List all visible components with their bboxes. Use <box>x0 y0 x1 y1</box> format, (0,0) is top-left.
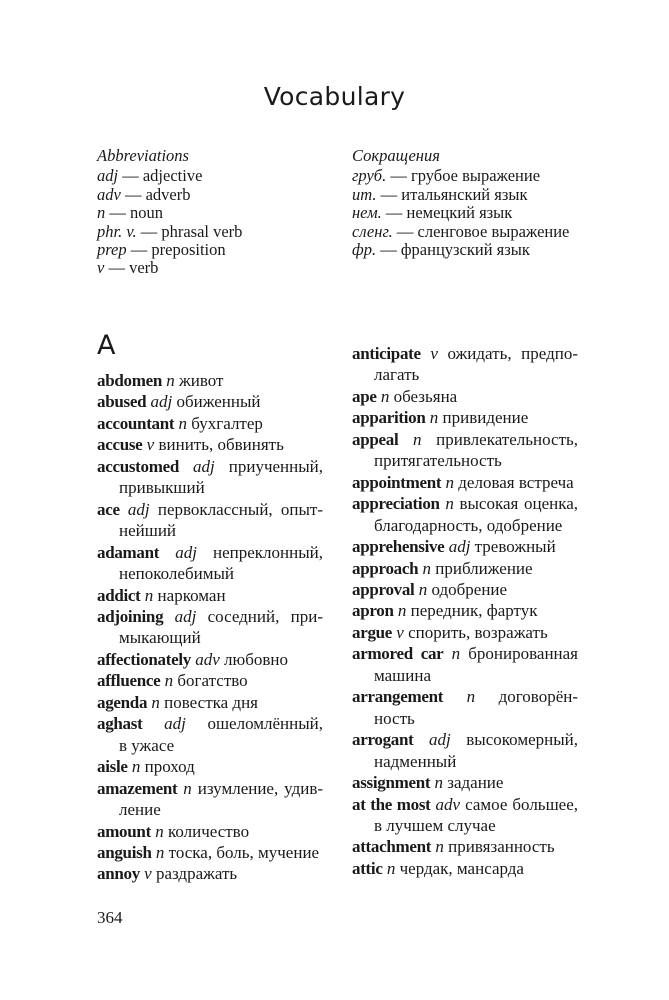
vocabulary-entry <box>352 686 578 729</box>
entry-definition-continued: ление <box>119 800 161 820</box>
vocabulary-entry <box>352 622 578 643</box>
entry-definition: привязанность <box>448 837 555 857</box>
abbreviation-code: phr. v. <box>97 221 137 241</box>
entry-first-line <box>352 794 578 815</box>
vocabulary-entry <box>352 407 578 428</box>
entry-headword: approval <box>352 579 415 599</box>
entry-definition: чердак, мансарда <box>399 858 524 878</box>
entry-headword: anguish <box>97 842 152 862</box>
entry-definition: винить, обвинять <box>158 435 284 455</box>
abbreviation-item <box>352 223 569 241</box>
vocabulary-entry <box>97 692 323 713</box>
entry-first-line <box>97 542 323 563</box>
entry-first-line <box>352 643 578 664</box>
vocabulary-entry <box>352 643 578 686</box>
entry-first-line <box>352 386 578 407</box>
vocabulary-entry <box>97 499 323 542</box>
entry-first-line <box>352 622 578 643</box>
abbreviation-code: груб. <box>352 166 387 186</box>
entry-definition: передник, фартук <box>410 601 538 621</box>
entry-definition: тоска, боль, мучение <box>168 842 320 862</box>
entry-definition: деловая встреча <box>458 472 574 492</box>
abbreviation-item <box>97 223 242 241</box>
entry-definition: повестка дня <box>164 692 258 712</box>
vocabulary-entry <box>97 391 323 412</box>
entry-part-of-speech: n <box>131 757 141 777</box>
entry-first-line <box>97 821 323 842</box>
entry-headword: accustomed <box>97 456 179 476</box>
entry-headword: ape <box>352 386 377 406</box>
entry-definition: высокомерный, <box>466 730 579 750</box>
entry-first-line <box>97 434 323 455</box>
entry-definition: обезьяна <box>393 386 458 406</box>
entry-first-line <box>97 692 323 713</box>
entry-first-line <box>352 836 578 857</box>
vocabulary-entry <box>97 756 323 777</box>
abbreviation-meaning: — adverb <box>124 184 191 204</box>
entry-part-of-speech: adj <box>175 542 197 562</box>
entry-headword: aisle <box>97 757 128 777</box>
entry-headword: accountant <box>97 413 175 433</box>
abbreviation-meaning: — французский язык <box>380 240 530 260</box>
entry-first-line <box>352 600 578 621</box>
entry-definition: приближение <box>435 558 533 578</box>
entry-headword: argue <box>352 622 393 642</box>
entry-definition-continued: притягательность <box>374 451 502 471</box>
entry-part-of-speech: n <box>166 371 175 390</box>
entry-headword: arrangement <box>352 687 444 707</box>
vocabulary-entry <box>352 386 578 407</box>
abbreviation-meaning: — preposition <box>130 240 226 260</box>
entry-part-of-speech: n <box>445 494 454 514</box>
vocabulary-entry <box>97 821 323 842</box>
entry-definition-continued: нейший <box>119 521 177 541</box>
abbreviation-meaning: — adjective <box>122 166 203 186</box>
entry-definition: изумление, удив- <box>197 778 324 798</box>
entry-definition: привидение <box>442 408 529 428</box>
entry-headword: appreciation <box>352 494 440 514</box>
entry-definition: соседний, при- <box>207 606 323 626</box>
entry-first-line <box>352 858 578 879</box>
entry-headword: attic <box>352 858 383 878</box>
vocabulary-entry <box>97 606 323 649</box>
abbreviation-meaning: — phrasal verb <box>140 221 243 241</box>
entry-definition: ожидать, предпо- <box>447 344 578 363</box>
entry-part-of-speech: n <box>144 585 154 605</box>
vocabulary-entry <box>97 842 323 863</box>
entry-first-line <box>97 606 323 627</box>
entry-definition: договорён- <box>498 687 579 707</box>
entry-first-line <box>97 499 323 520</box>
abbreviation-code: v <box>97 258 105 278</box>
abbreviation-meaning: — noun <box>109 203 163 223</box>
abbreviation-code: adv <box>97 184 121 204</box>
abbreviation-item <box>97 259 242 277</box>
vocabulary-entry <box>352 729 578 772</box>
section-letter: A <box>97 330 116 361</box>
abbreviations-heading: Abbreviations <box>97 146 189 165</box>
vocabulary-entry <box>352 836 578 857</box>
abbreviation-meaning: — сленговое выражение <box>396 221 570 241</box>
entry-first-line <box>97 713 323 734</box>
entry-first-line <box>352 343 578 364</box>
entry-part-of-speech: n <box>435 837 444 857</box>
abbreviation-item <box>352 167 569 185</box>
entry-part-of-speech: n <box>429 408 439 428</box>
vocabulary-column-right <box>352 343 578 879</box>
entry-definition-continued: надменный <box>374 751 457 771</box>
entry-first-line <box>352 772 578 793</box>
entry-definition: самое большее, <box>465 794 578 814</box>
page-title: Vocabulary <box>263 82 406 111</box>
entry-headword: ace <box>97 499 120 519</box>
entry-part-of-speech: v <box>144 864 152 884</box>
entry-definition: задание <box>447 773 504 793</box>
abbreviation-meaning: — итальянский язык <box>380 184 528 204</box>
entry-headword: appeal <box>352 429 399 449</box>
entry-definition: тревожный <box>474 537 556 557</box>
entry-first-line <box>97 370 323 391</box>
entry-first-line <box>352 686 578 707</box>
vocabulary-entry <box>352 472 578 493</box>
entry-definition-continued: благодарность, одобрение <box>374 515 563 535</box>
abbreviation-item <box>352 186 569 204</box>
entry-headword: addict <box>97 585 141 605</box>
entry-first-line <box>352 579 578 600</box>
abbreviation-item <box>352 204 569 222</box>
entry-part-of-speech: adj <box>193 456 215 476</box>
entry-definition: приученный, <box>228 456 324 476</box>
entry-part-of-speech: v <box>430 344 438 363</box>
abbreviation-code: фр. <box>352 240 377 260</box>
entry-headword: arrogant <box>352 730 414 750</box>
entry-part-of-speech: adj <box>174 606 197 626</box>
abbreviations-english <box>97 147 242 278</box>
entry-headword: appointment <box>352 472 442 492</box>
entry-definition-continued: лагать <box>374 365 420 385</box>
vocabulary-entry <box>352 429 578 472</box>
entry-part-of-speech: adv <box>195 649 220 669</box>
abbreviation-code: сленг. <box>352 221 393 241</box>
vocabulary-entry <box>352 558 578 579</box>
abbreviation-item <box>97 241 242 259</box>
entry-part-of-speech: n <box>151 692 160 712</box>
entry-definition: первоклассный, опыт- <box>157 499 323 519</box>
entry-first-line <box>97 585 323 606</box>
entry-part-of-speech: adj <box>448 537 471 557</box>
entry-definition: бухгалтер <box>191 413 263 433</box>
entry-headword: at the most <box>352 794 431 814</box>
entry-part-of-speech: adj <box>429 730 451 750</box>
entry-headword: armored car <box>352 644 444 664</box>
entry-first-line <box>352 536 578 557</box>
vocabulary-entry <box>97 434 323 455</box>
entry-headword: affectionately <box>97 649 191 669</box>
entry-first-line <box>97 413 323 434</box>
entry-first-line <box>352 493 578 514</box>
abbreviations-russian <box>352 147 569 259</box>
entry-definition: непреклонный, <box>213 542 323 562</box>
entry-part-of-speech: n <box>164 671 174 691</box>
abbreviation-code: нем. <box>352 203 382 223</box>
entry-first-line <box>352 472 578 493</box>
entry-first-line <box>97 670 323 691</box>
entry-headword: apprehensive <box>352 537 445 557</box>
entry-part-of-speech: adj <box>150 392 173 412</box>
abbreviation-item <box>97 167 242 185</box>
entry-headword: adjoining <box>97 606 164 626</box>
entry-part-of-speech: n <box>434 773 443 793</box>
entry-definition-continued: ность <box>374 708 415 728</box>
entry-headword: apron <box>352 601 394 621</box>
entry-definition-continued: машина <box>374 665 432 685</box>
entry-part-of-speech: n <box>418 579 428 599</box>
entry-definition: богатство <box>177 671 248 691</box>
entry-part-of-speech: n <box>445 472 455 492</box>
abbreviation-code: n <box>97 203 106 223</box>
vocabulary-entry <box>352 536 578 557</box>
entry-first-line <box>97 778 323 799</box>
entry-headword: affluence <box>97 671 161 691</box>
entry-definition: любовно <box>224 649 288 669</box>
entry-first-line <box>352 429 578 450</box>
abbreviation-item <box>97 204 242 222</box>
abbreviation-meaning: — грубое выражение <box>390 166 541 186</box>
entry-headword: apparition <box>352 408 426 428</box>
entry-part-of-speech: adv <box>435 794 461 814</box>
entry-part-of-speech: n <box>183 778 192 798</box>
entry-definition-continued: в лучшем случае <box>374 815 496 835</box>
vocabulary-entry <box>352 343 578 386</box>
entry-definition-continued: в ужасе <box>119 735 175 755</box>
abbreviation-meaning: — verb <box>108 258 159 278</box>
vocabulary-entry <box>352 772 578 793</box>
page-number: 364 <box>97 908 123 927</box>
abbreviation-item <box>352 241 569 259</box>
vocabulary-entry <box>97 585 323 606</box>
entry-headword: annoy <box>97 864 140 884</box>
entry-headword: attachment <box>352 837 432 857</box>
abbreviation-code: prep <box>97 240 127 260</box>
entry-definition: количество <box>167 821 250 841</box>
vocabulary-entry <box>97 542 323 585</box>
entry-headword: anticipate <box>352 344 421 363</box>
entry-definition-continued: мыкающий <box>119 628 201 648</box>
entry-part-of-speech: n <box>178 413 188 433</box>
vocabulary-entry <box>352 493 578 536</box>
entry-definition: раздражать <box>155 864 238 884</box>
entry-part-of-speech: adj <box>164 714 186 734</box>
vocabulary-entry <box>352 579 578 600</box>
vocabulary-entry <box>97 713 323 756</box>
vocabulary-column-left <box>97 370 323 885</box>
vocabulary-entry <box>97 778 323 821</box>
entry-part-of-speech: n <box>451 644 461 664</box>
entry-definition: бронированная <box>468 644 579 664</box>
vocabulary-entry <box>97 863 323 884</box>
entry-definition: наркоман <box>157 585 226 605</box>
entry-part-of-speech: n <box>380 386 390 406</box>
entry-part-of-speech: n <box>397 601 407 621</box>
entry-definition: высокая оценка, <box>459 494 579 514</box>
entry-part-of-speech: n <box>155 821 164 841</box>
entry-first-line <box>97 391 323 412</box>
entry-first-line <box>97 756 323 777</box>
entry-part-of-speech: n <box>386 858 396 878</box>
entry-headword: abdomen <box>97 371 162 390</box>
entry-first-line <box>352 407 578 428</box>
entry-headword: abused <box>97 392 147 412</box>
entry-headword: aghast <box>97 714 143 734</box>
vocabulary-entry <box>97 413 323 434</box>
entry-part-of-speech: n <box>466 687 476 707</box>
vocabulary-entry <box>97 456 323 499</box>
abbreviation-code: ит. <box>352 184 377 204</box>
abbreviation-code: adj <box>97 166 119 186</box>
entry-definition: одобрение <box>431 579 508 599</box>
entry-part-of-speech: v <box>396 622 404 642</box>
vocabulary-entry <box>97 370 323 391</box>
entry-headword: amount <box>97 821 151 841</box>
entry-headword: approach <box>352 558 419 578</box>
entry-first-line <box>97 842 323 863</box>
vocabulary-entry <box>97 649 323 670</box>
entry-first-line <box>352 729 578 750</box>
entry-first-line <box>97 863 323 884</box>
entry-definition: спорить, возражать <box>408 622 548 642</box>
entry-definition: живот <box>178 371 224 390</box>
entry-first-line <box>352 558 578 579</box>
entry-definition: обиженный <box>176 392 261 412</box>
entry-headword: amazement <box>97 778 178 798</box>
entry-definition: проход <box>144 757 195 777</box>
entry-headword: accuse <box>97 435 143 455</box>
entry-definition-continued: непоколебимый <box>119 564 234 584</box>
entry-part-of-speech: n <box>155 842 165 862</box>
entry-definition: привлекательность, <box>436 429 579 449</box>
entry-definition: ошеломлённый, <box>207 714 323 734</box>
entry-part-of-speech: adj <box>127 499 150 519</box>
entry-first-line <box>97 649 323 670</box>
abbreviation-item <box>97 186 242 204</box>
vocabulary-entry <box>352 600 578 621</box>
abbreviation-meaning: — немецкий язык <box>385 203 513 223</box>
entry-first-line <box>97 456 323 477</box>
entry-part-of-speech: n <box>422 558 431 578</box>
entry-definition-continued: привыкший <box>119 478 205 498</box>
vocabulary-entry <box>352 794 578 837</box>
entry-headword: agenda <box>97 692 148 712</box>
entry-headword: adamant <box>97 542 160 562</box>
vocabulary-entry <box>97 670 323 691</box>
entry-headword: assignment <box>352 773 431 793</box>
entry-part-of-speech: n <box>413 429 422 449</box>
vocabulary-entry <box>352 858 578 879</box>
abbreviations-heading-ru: Сокращения <box>352 146 440 165</box>
entry-part-of-speech: v <box>146 435 155 455</box>
